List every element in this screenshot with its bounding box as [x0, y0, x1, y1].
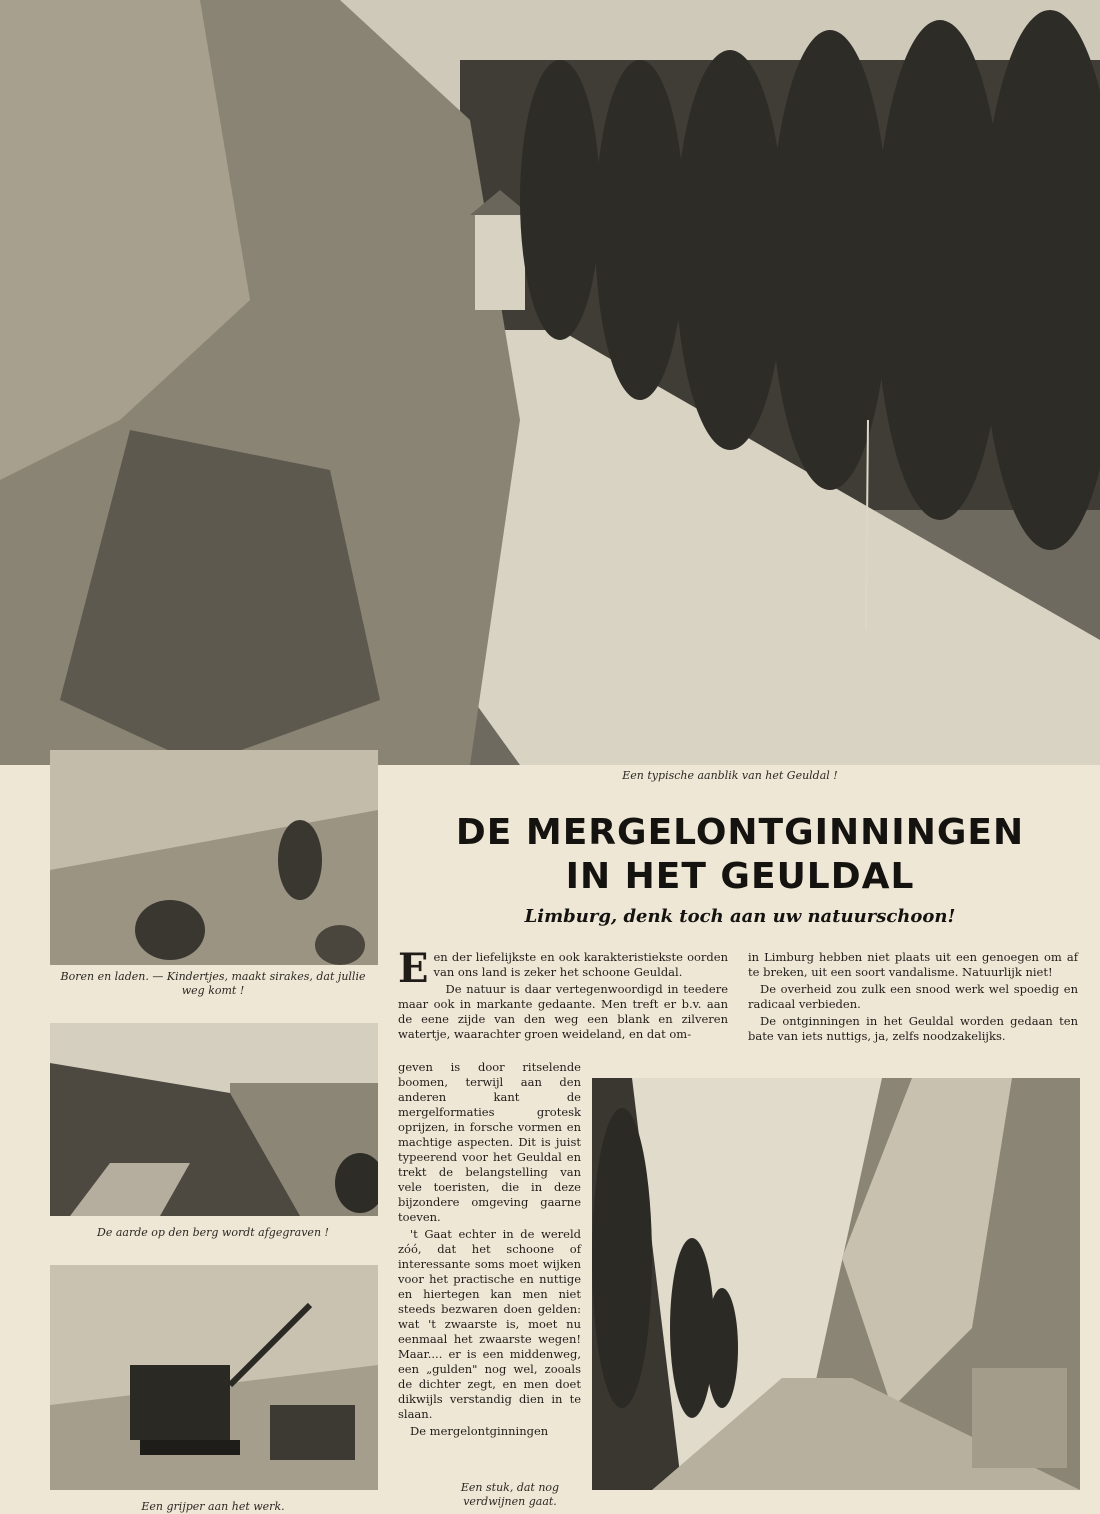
article-paragraph: De overheid zou zulk een snood werk wel spoedig en radicaal verbieden. — [748, 982, 1078, 1011]
article-paragraph: De natuur is daar vertegenwoordigd in teedere maar ook in markante gedaante. Men treft er b.v. aan de eene zijde van den weg een blank en zilveren watertje, waarachter groen weideland, en dat om- — [398, 982, 728, 1041]
article-column-1 — [398, 945, 728, 1044]
photo-grijper-caption: Een grijper aan het werk. — [141, 1500, 285, 1513]
photo-boren-en-laden-caption: Boren en laden. — Kindertjes, maakt sirakes, dat jullie weg komt ! — [60, 970, 366, 997]
article-column-1-narrow — [398, 1060, 581, 1441]
article-paragraph: en der liefelijkste en ook karakteristiekste oorden van ons land is zeker het schoone Geuldal. — [433, 950, 728, 979]
article-paragraph: in Limburg hebben niet plaats uit een genoegen om af te breken, uit een soort vandalisme. Natuurlijk niet! — [748, 950, 1078, 979]
photo-stuk-verdwijnen — [592, 1078, 1080, 1490]
photo-aarde-afgegraven-caption: De aarde op den berg wordt afgegraven ! — [97, 1226, 329, 1239]
article-paragraph: 't Gaat echter in de wereld zóó, dat het schoone of interessante soms moet wijken voor het practische en nuttige en hiertegen kan men niet steeds bezwaren doen gelden: wat 't zwaarste is, moet nu eenmaal het zwaarste wegen! Maar.... er is een middenweg, een „gulden" nog wel, zooals de dichter zegt, en men doet dikwijls verstandig dien in te slaan. — [398, 1227, 581, 1421]
main-photo-caption: Een typische aanblik van het Geuldal ! — [622, 769, 838, 782]
article-paragraph: geven is door ritselende boomen, terwijl aan den anderen kant de mergelformaties grotesk oprijzen, in forsche vormen en machtige aspecten. Dit is juist typeerend voor het Geuldal en trekt de belangstelling van vele toeristen, die in deze bijzondere omgeving gaarne toeven. — [398, 1060, 581, 1224]
headline-subtitle: Limburg, denk toch aan uw natuurschoon! — [524, 906, 956, 927]
article-paragraph: De ontginningen in het Geuldal worden gedaan ten bate van iets nuttigs, ja, zelfs noodzakelijks. — [748, 1014, 1078, 1043]
photo-stuk-verdwijnen-caption: Een stuk, dat nog verdwijnen gaat. — [460, 1481, 560, 1508]
headline-line1: DE MERGELONTGINNINGEN — [455, 812, 1025, 853]
dropcap: E — [398, 945, 429, 992]
photo-boren-en-laden — [50, 750, 378, 965]
photo-aarde-afgegraven — [50, 1023, 378, 1216]
article-column-2 — [748, 950, 1078, 1046]
headline-line2: IN HET GEULDAL — [565, 856, 915, 897]
photo-grijper — [50, 1265, 378, 1490]
article-paragraph: De mergelontginningen — [410, 1424, 549, 1438]
